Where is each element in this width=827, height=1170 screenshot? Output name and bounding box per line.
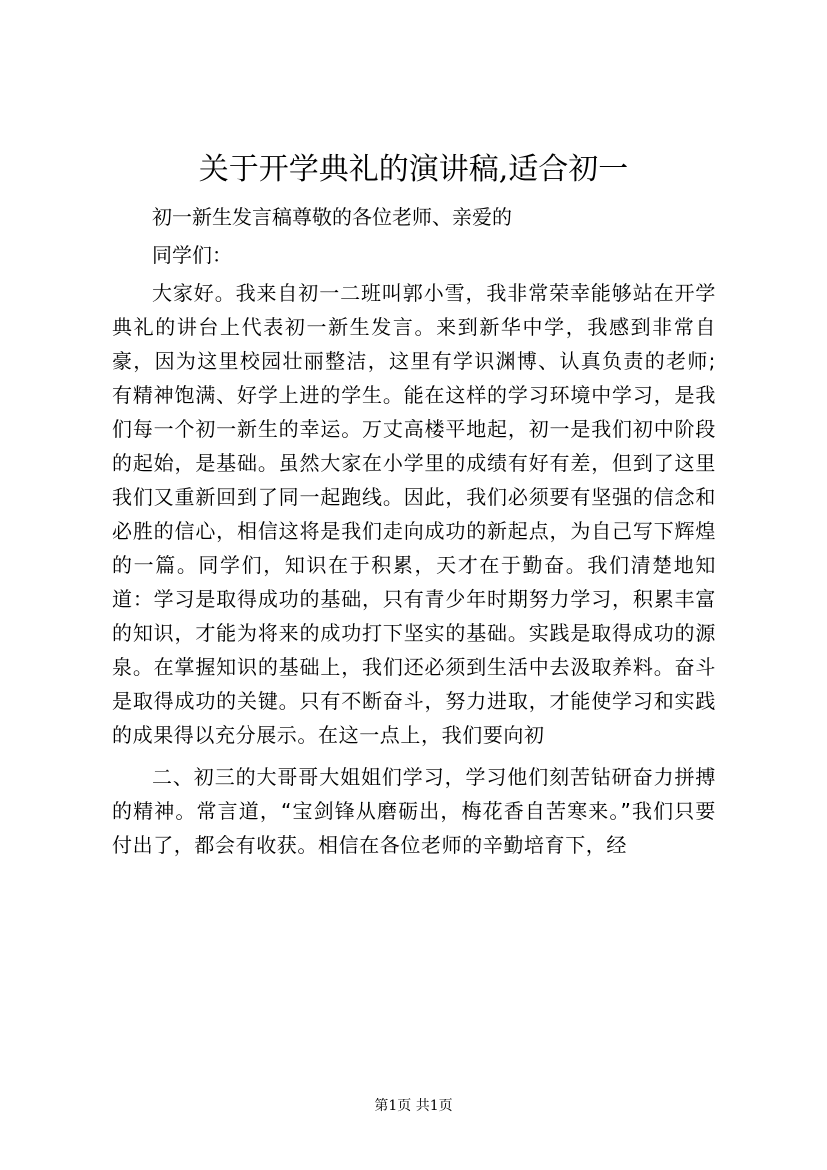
body-paragraph: 大家好。我来自初一二班叫郭小雪，我非常荣幸能够站在开学典礼的讲台上代表初一新生发言。来到新华中学，我感到非常自豪，因为这里校园壮丽整洁，这里有学识渊博、认真负责的老师;有精神饱满、好学上进的学生。能在这样的学习环境中学习，是我们每一个初一新生的幸运。万丈高楼平地起，初一是我们初中阶段的起始，是基础。虽然大家在小学里的成绩有好有差，但到了这里我们又重新回到了同一起跑线。因此，我们必须要有坚强的信念和必胜的信心，相信这将是我们走向成功的新起点，为自己写下辉煌的一篇。同学们，知识在于积累，天才在于勤奋。我们清楚地知道：学习是取得成功的基础，只有青少年时期努力学习，积累丰富的知识，才能为将来的成功打下坚实的基础。实践是取得成功的源泉。在掌握知识的基础上，我们还必须到生活中去汲取养料。奋斗是取得成功的关键。只有不断奋斗，努力进取，才能使学习和实践的成果得以充分展示。在这一点上，我们要向初 [112,281,716,747]
document-title: 关于开学典礼的演讲稿,适合初一 [198,152,629,187]
salutation-line: 初一新生发言稿尊敬的各位老师、亲爱的 [152,205,512,229]
body-paragraph: 二、初三的大哥哥大姐姐们学习，学习他们刻苦钻研奋力拼搏的精神。常言道，“宝剑锋从磨砺出，梅花香自苦寒来。”我们只要付出了，都会有收获。相信在各位老师的辛勤培育下，经 [112,765,716,857]
document-body [112,200,716,862]
page-number-footer: 第1页 共1页 [374,1098,453,1114]
salutation-addressee: 同学们： [152,243,232,267]
